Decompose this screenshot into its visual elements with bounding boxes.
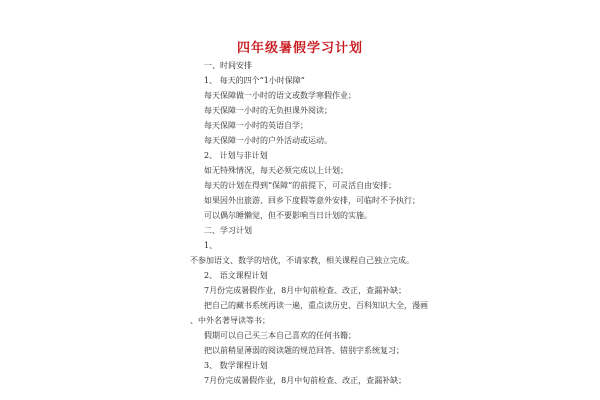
text-line: 每天保障做一小时的语文或数学寒假作业； xyxy=(204,91,356,100)
text-line: 把自己的藏书系统再读一遍，重点读历史、百科知识大全，漫画 xyxy=(204,301,428,310)
text-line: 、中外名著导读等书； xyxy=(190,316,270,325)
text-line: 7月份完成暑假作业，8月中旬前检查、改正，查漏补缺； xyxy=(204,376,407,385)
text-line: 2、 语文课程计划 xyxy=(204,271,268,280)
text-line: 每天保障一小时的英语自学； xyxy=(204,121,308,130)
text-line: 每天保障一小时的户外活动或运动。 xyxy=(204,136,332,145)
text-line: 如无特殊情况，每天必须完成以上计划； xyxy=(204,166,348,175)
section-heading-time: 一、时间安排 xyxy=(204,61,252,70)
text-line: 每天的计划在得到“保障”的前提下，可灵活自由安排； xyxy=(204,181,397,190)
text-line: 假期可以自己买三本自己喜欢的任何书籍； xyxy=(204,331,356,340)
text-line: 可以偶尔睡懒觉，但不要影响当日计划的实施。 xyxy=(204,211,372,220)
text-line: 每天保障一小时的无负担课外阅读； xyxy=(204,106,332,115)
text-line: 7月份完成暑假作业，8月中旬前检查、改正，查漏补缺； xyxy=(204,286,407,295)
document-title: 四年级暑假学习计划 xyxy=(236,41,363,56)
text-line: 2、 计划与非计划 xyxy=(204,151,268,160)
text-line: 1、 xyxy=(204,241,218,250)
text-line: 不参加语文、数学的培优，不请家教，相关课程自己独立完成。 xyxy=(190,256,414,265)
text-line: 3、 数学课程计划 xyxy=(204,361,268,370)
section-heading-study: 二、学习计划 xyxy=(204,226,252,235)
text-line: 如果因外出旅游、回乡下度假等意外安排，可临时不予执行； xyxy=(204,196,420,205)
text-line: 1、 每天的四个“1小时保障” xyxy=(204,76,305,85)
text-line: 把以前稍显薄弱的阅读题的规范回答、错别字系统复习； xyxy=(204,346,404,355)
